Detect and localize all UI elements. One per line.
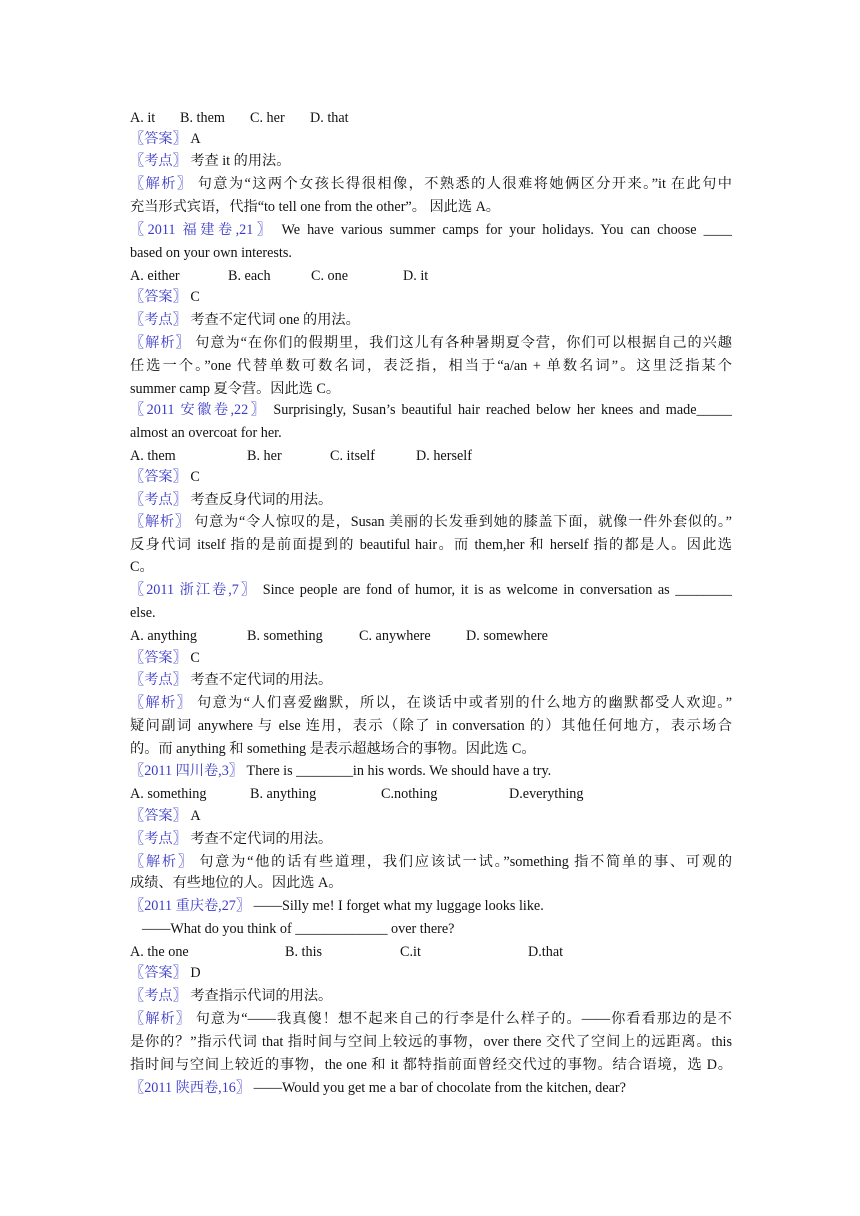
text-line: 任选一个。”one 代替单数可数名词，表泛指，相当于“a/an + 单数名词”。这里泛指某个 <box>130 358 732 374</box>
tagged-line <box>130 670 732 690</box>
text-line: almost an overcoat for her. <box>130 425 282 441</box>
tagged-line <box>130 852 732 872</box>
section-tag: 〖解析〗 <box>130 335 191 351</box>
section-tag: 〖解析〗 <box>130 1011 191 1027</box>
text-line: 指时间与空间上较近的事物，the one 和 it 都特指前面曾经交代过的事物。结合语境，选 D。 <box>130 1057 732 1073</box>
section-tag: 〖2011 重庆卷,27〗 <box>130 898 251 914</box>
section-tag: 〖2011 福建卷,21〗 <box>130 222 275 238</box>
option-3: D. somewhere <box>466 628 548 644</box>
line-text: There is ________in his words. We should have a try. <box>246 763 552 779</box>
section-tag: 〖答案〗 <box>130 965 187 981</box>
line-text: D <box>190 965 201 981</box>
tagged-line <box>130 490 732 510</box>
text-line: 反身代词 itself 指的是前面提到的 beautiful hair。而 them,her 和 herself 指的都是人。因此选 <box>130 537 732 553</box>
text-line: 充当形式宾语，代指“to tell one from the other”。 因此选 A。 <box>130 199 500 215</box>
option-1: B. them <box>180 110 225 126</box>
line-text: 句意为“令人惊叹的是，Susan 美丽的长发垂到她的膝盖下面，就像一件外套似的。” <box>194 514 732 530</box>
line-text: 句意为“人们喜爱幽默，所以，在谈话中或者别的什么地方的幽默都受人欢迎。” <box>197 695 732 711</box>
section-tag: 〖考点〗 <box>130 831 187 847</box>
tagged-line <box>130 829 732 849</box>
tagged-line <box>130 151 732 171</box>
answer-options <box>130 942 732 962</box>
option-0: A. anything <box>130 628 197 644</box>
option-3: D.that <box>528 944 564 960</box>
tagged-line <box>130 512 732 532</box>
line-text: C <box>190 469 200 485</box>
section-tag: 〖答案〗 <box>130 808 187 824</box>
line-text: We have various summer camps for your holidays. You can choose ____ <box>281 222 732 238</box>
answer-options <box>130 626 732 646</box>
option-0: A. them <box>130 448 176 464</box>
tagged-line <box>130 580 732 600</box>
line-text: ——Silly me! I forget what my luggage looks like. <box>253 898 544 914</box>
section-tag: 〖答案〗 <box>130 131 187 147</box>
tagged-line <box>130 220 732 240</box>
option-2: C. her <box>250 110 285 126</box>
line-text: 考查反身代词的用法。 <box>190 492 333 508</box>
option-2: C. one <box>311 268 349 284</box>
answer-options <box>130 446 732 466</box>
section-tag: 〖2011 安徽卷,22〗 <box>130 402 268 418</box>
section-tag: 〖2011 四川卷,3〗 <box>130 763 243 779</box>
option-3: D.everything <box>509 786 584 802</box>
line-text: A <box>190 808 201 824</box>
section-tag: 〖答案〗 <box>130 650 187 666</box>
option-2: C. anywhere <box>359 628 431 644</box>
option-1: B. something <box>247 628 323 644</box>
text-line: summer camp 夏令营。因此选 C。 <box>130 381 341 397</box>
tagged-line <box>130 1009 732 1029</box>
option-2: C.it <box>400 944 421 960</box>
answer-options <box>130 108 732 128</box>
line-text: 考查指示代词的用法。 <box>190 988 333 1004</box>
option-1: B. this <box>285 944 323 960</box>
line-text: 考查不定代词 one 的用法。 <box>190 312 360 328</box>
tagged-line <box>130 806 732 826</box>
line-text: 句意为“这两个女孩长得很相像，不熟悉的人很难将她俩区分开来。”it 在此句中 <box>197 176 732 192</box>
line-text: Surprisingly, Susan’s beautiful hair reached below her knees and made_____ <box>273 402 732 418</box>
section-tag: 〖解析〗 <box>130 695 193 711</box>
tagged-line <box>130 986 732 1006</box>
section-tag: 〖解析〗 <box>130 514 190 530</box>
option-1: B. her <box>247 448 282 464</box>
tagged-line <box>130 310 732 330</box>
tagged-line <box>130 963 732 983</box>
text-line: 的。而 anything 和 something 是表示超越场合的事物。因此选 C。 <box>130 741 536 757</box>
text-line: else. <box>130 605 156 621</box>
tagged-line <box>130 648 732 668</box>
answer-options <box>130 266 732 286</box>
tagged-line <box>130 287 732 307</box>
text-line: 是你的？”指示代词 that 指时间与空间上较远的事物，over there 交代了空间上的远距离。this <box>130 1034 732 1050</box>
section-tag: 〖解析〗 <box>130 854 194 870</box>
section-tag: 〖2011 陕西卷,16〗 <box>130 1080 251 1096</box>
tagged-line <box>130 761 732 781</box>
section-tag: 〖解析〗 <box>130 176 193 192</box>
line-text: 句意为“他的话有些道理，我们应该试一试。”something 指不简单的事、可观的 <box>199 854 732 870</box>
option-2: C. itself <box>330 448 375 464</box>
option-3: D. it <box>403 268 429 284</box>
option-0: A. something <box>130 786 207 802</box>
tagged-line <box>130 1078 732 1098</box>
line-text: Since people are fond of humor, it is as welcome in conversation as ________ <box>262 582 732 598</box>
option-0: A. either <box>130 268 180 284</box>
section-tag: 〖考点〗 <box>130 672 187 688</box>
option-0: A. it <box>130 110 156 126</box>
section-tag: 〖答案〗 <box>130 469 187 485</box>
line-text: C <box>190 650 200 666</box>
tagged-line <box>130 896 732 916</box>
section-tag: 〖2011 浙江卷,7〗 <box>130 582 258 598</box>
tagged-line <box>130 333 732 353</box>
option-1: B. anything <box>250 786 317 802</box>
section-tag: 〖考点〗 <box>130 492 187 508</box>
line-text: 句意为“在你们的假期里，我们这儿有各种暑期夏令营，你们可以根据自己的兴趣 <box>195 335 732 351</box>
text-line: C。 <box>130 559 154 575</box>
option-1: B. each <box>228 268 271 284</box>
section-tag: 〖考点〗 <box>130 988 187 1004</box>
section-tag: 〖考点〗 <box>130 312 187 328</box>
line-text: 考查不定代词的用法。 <box>190 831 333 847</box>
line-text: 考查不定代词的用法。 <box>190 672 333 688</box>
line-text: A <box>190 131 201 147</box>
section-tag: 〖考点〗 <box>130 153 187 169</box>
line-text: ——Would you get me a bar of chocolate from the kitchen, dear? <box>253 1080 626 1096</box>
dialogue-line: ——What do you think of _____________ over there? <box>142 921 455 937</box>
answer-options <box>130 784 732 804</box>
option-2: C.nothing <box>381 786 438 802</box>
option-3: D. that <box>310 110 349 126</box>
tagged-line <box>130 400 732 420</box>
tagged-line <box>130 693 732 713</box>
option-0: A. the one <box>130 944 189 960</box>
line-text: C <box>190 289 200 305</box>
tagged-line <box>130 467 732 487</box>
text-line: 疑问副词 anywhere 与 else 连用，表示（除了 in conversation 的）其他任何地方，表示场合 <box>130 718 732 734</box>
section-tag: 〖答案〗 <box>130 289 187 305</box>
text-line: 成绩、有些地位的人。因此选 A。 <box>130 875 343 891</box>
line-text: 考查 it 的用法。 <box>190 153 291 169</box>
tagged-line <box>130 129 732 149</box>
text-line: based on your own interests. <box>130 245 292 261</box>
tagged-line <box>130 174 732 194</box>
line-text: 句意为“——我真傻！想不起来自己的行李是什么样子的。——你看看那边的是不 <box>195 1011 732 1027</box>
option-3: D. herself <box>416 448 472 464</box>
